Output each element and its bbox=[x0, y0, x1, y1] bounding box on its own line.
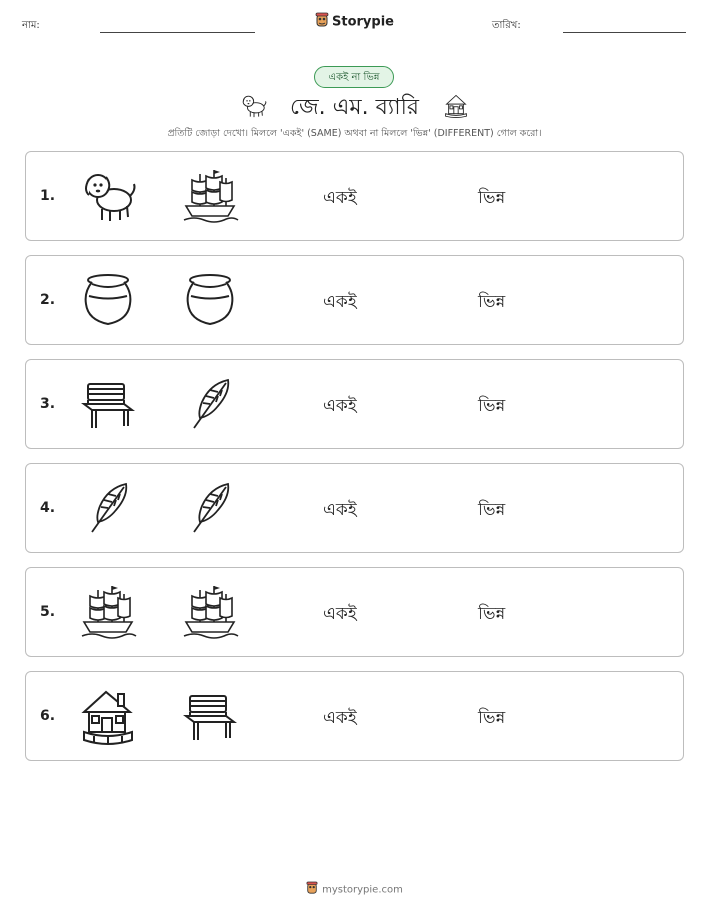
pot-icon bbox=[78, 270, 138, 330]
page-title: জে. এম. ব্যারি bbox=[290, 95, 419, 120]
option-same[interactable]: একই bbox=[323, 292, 357, 312]
house-icon bbox=[78, 686, 138, 746]
question-row bbox=[25, 671, 684, 761]
feather-icon bbox=[180, 478, 240, 538]
worksheet-type-badge: একই না ভিন্ন bbox=[314, 66, 394, 88]
ship-icon bbox=[180, 166, 240, 226]
option-different[interactable]: ভিন্ন bbox=[478, 396, 506, 416]
house-icon bbox=[442, 92, 470, 122]
option-same[interactable]: একই bbox=[323, 500, 357, 520]
feather-icon bbox=[180, 374, 240, 434]
question-row bbox=[25, 255, 684, 345]
ship-icon bbox=[78, 582, 138, 642]
storypie-logo-icon bbox=[306, 881, 318, 898]
date-label: তারিখ: bbox=[492, 20, 521, 31]
pot-icon bbox=[180, 270, 240, 330]
question-row bbox=[25, 151, 684, 241]
option-different[interactable]: ভিন্ন bbox=[478, 292, 506, 312]
question-row bbox=[25, 567, 684, 657]
option-same[interactable]: একই bbox=[323, 708, 357, 728]
option-same[interactable]: একই bbox=[323, 396, 357, 416]
name-label: নাম: bbox=[22, 20, 40, 31]
instruction-text: প্রতিটি জোড়া দেখো। মিললে 'একই' (SAME) অথবা না মিললে 'ভিন্ন' (DIFFERENT) গোল করো। bbox=[167, 128, 542, 139]
question-row bbox=[25, 359, 684, 449]
option-different[interactable]: ভিন্ন bbox=[478, 708, 506, 728]
option-different[interactable]: ভিন্ন bbox=[478, 500, 506, 520]
name-line[interactable] bbox=[100, 32, 255, 33]
brand-logo bbox=[0, 12, 709, 32]
footer bbox=[0, 881, 709, 898]
date-line[interactable] bbox=[563, 32, 686, 33]
question-number: 1. bbox=[40, 188, 56, 204]
ship-icon bbox=[180, 582, 240, 642]
dog-icon bbox=[78, 166, 138, 226]
question-row bbox=[25, 463, 684, 553]
option-different[interactable]: ভিন্ন bbox=[478, 604, 506, 624]
option-same[interactable]: একই bbox=[323, 188, 357, 208]
bench-icon bbox=[78, 374, 138, 434]
question-number: 4. bbox=[40, 500, 56, 516]
option-different[interactable]: ভিন্ন bbox=[478, 188, 506, 208]
question-number: 2. bbox=[40, 292, 56, 308]
footer-url[interactable]: mystorypie.com bbox=[322, 884, 403, 896]
storypie-logo-icon bbox=[315, 12, 329, 32]
bench-icon bbox=[180, 686, 240, 746]
question-number: 6. bbox=[40, 708, 56, 724]
question-number: 3. bbox=[40, 396, 56, 412]
option-same[interactable]: একই bbox=[323, 604, 357, 624]
feather-icon bbox=[78, 478, 138, 538]
brand-name: Storypie bbox=[332, 14, 394, 30]
question-number: 5. bbox=[40, 604, 56, 620]
